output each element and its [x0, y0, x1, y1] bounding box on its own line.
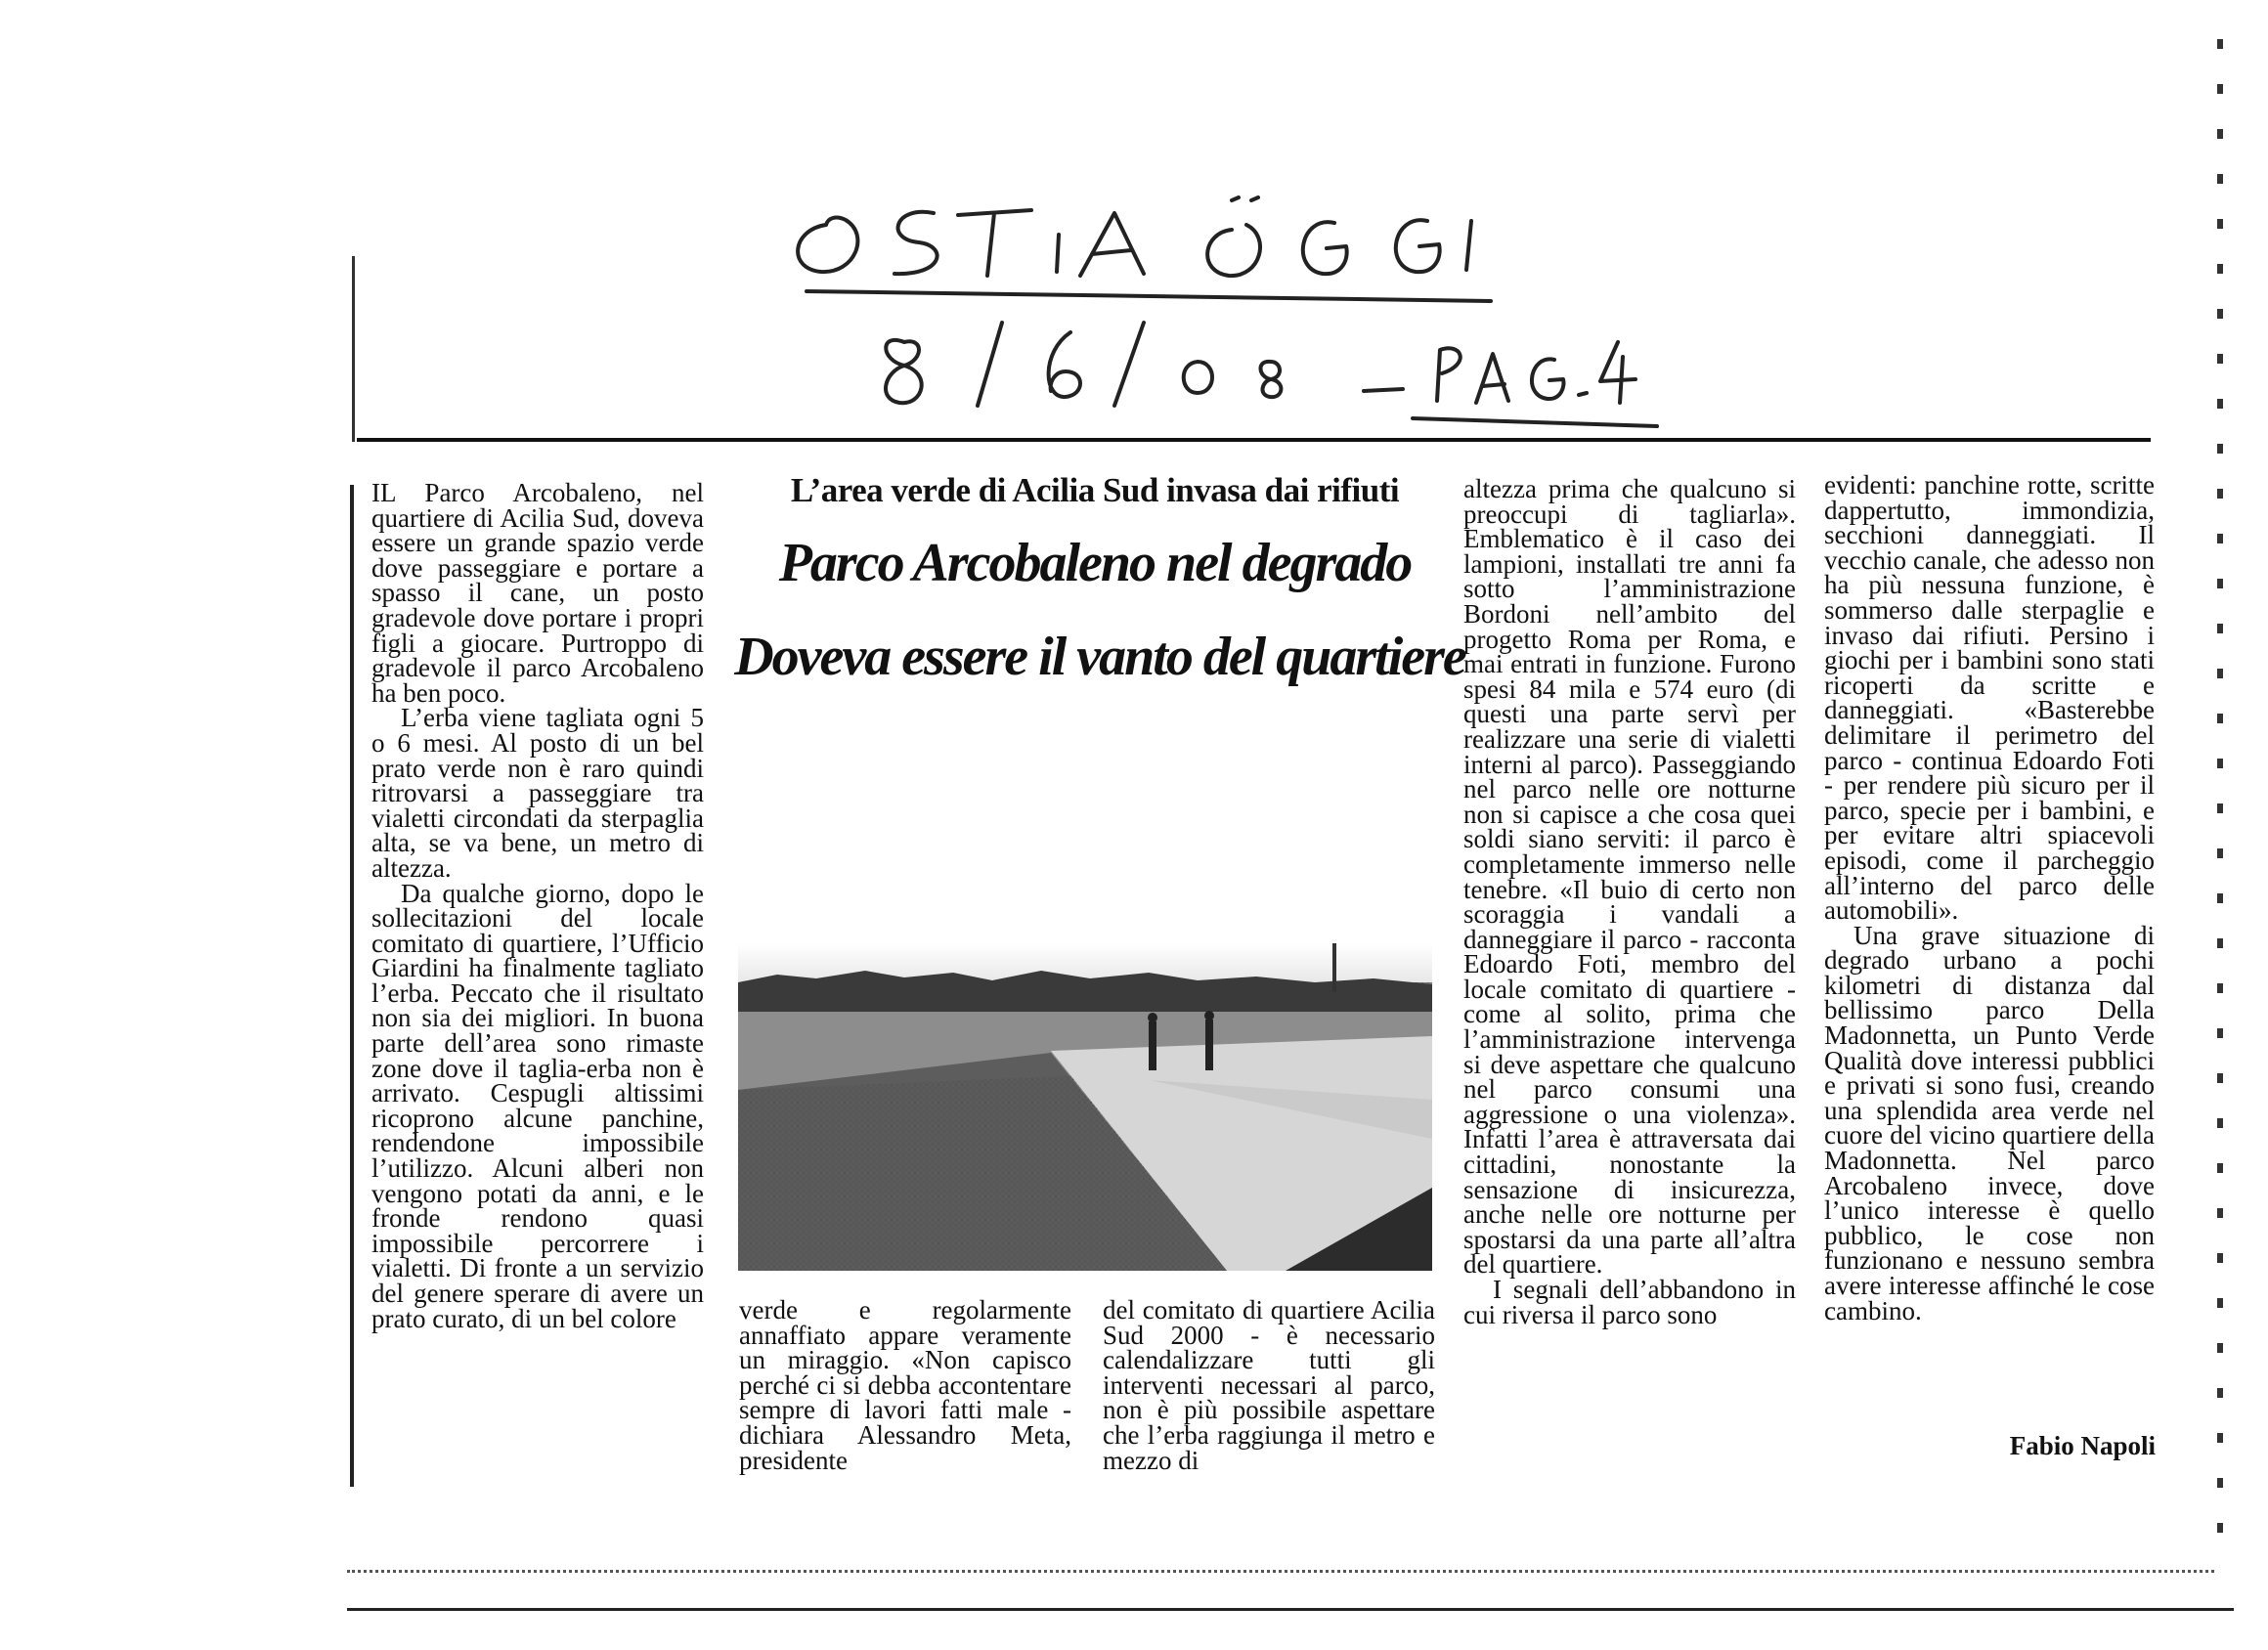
scan-right-edge-marks [2217, 39, 2223, 1554]
article-kicker: L’area verde di Acilia Sud invasa dai rifiuti [790, 471, 1400, 509]
park-photo [738, 943, 1432, 1271]
paragraph: IL Parco Arcobaleno, nel quartiere di Acilia Sud, doveva essere un grande spazio verde dove passeggiare e portare a spasso il cane, un posto gradevole dove portare i propri figli a giocare. Purtroppo di gradevole il parco Arcobaleno ha ben poco. [371, 478, 704, 708]
clipping-border-left [350, 485, 354, 1487]
article-column-1 [371, 478, 704, 1333]
paragraph: Una grave situazione di degrado urbano a pochi kilometri di distanza dal bellissimo parco Della Madonnetta, un Punto Verde Qualità dove interessi pubblici e privati si sono fusi, creando una splendida area verde nel cuore del vicino quartiere della Madonnetta. Nel parco Arcobaleno invece, dove l’unico interesse è quello pubblico, le cose non funzionano e nessuno sembra avere interesse affinché le cose cambino. [1824, 920, 2155, 1325]
handwritten-source-annotation [787, 186, 1667, 450]
paragraph: evidenti: panchine rotte, scritte dappertutto, immondizia, secchioni danneggiati. Il vecchio canale, che adesso non ha più nessuna funzione, è sommerso dalle sterpaglie e invaso dai rifiuti. Persino i giochi per i bambini sono stati ricoperti da scritte e danneggiati. «Basterebbe delimitare il perimetro del parco - continua Edoardo Foti - per rendere più sicuro per il parco, specie per i bambini, e per evitare altri spiacevoli episodi, come il parcheggio all’interno del parco delle automobili». [1824, 470, 2155, 926]
article-byline: Fabio Napoli [2009, 1431, 2156, 1460]
clipping-border-left-upper [352, 256, 355, 442]
paragraph: verde e regolarmente annaffiato appare veramente un miraggio. «Non capisco perché ci si debba accontentare sempre di lavori fatti male - dichiara Alessandro Meta, presidente [739, 1295, 1071, 1475]
paragraph: L’erba viene tagliata ogni 5 o 6 mesi. Al posto di un bel prato verde non è raro quindi ritrovarsi a passeggiare tra vialetti circondati da sterpaglia alta, se va bene, un metro di altezza. [371, 703, 704, 883]
paragraph: Da qualche giorno, dopo le sollecitazioni del locale comitato di quartiere, l’Ufficio Giardini ha finalmente tagliato l’erba. Peccato che il risultato non sia dei migliori. In buona parte dell’area sono rimaste zone dove il taglia-erba non è arrivato. Cespugli altissimi ricoprono alcune panchine, rendendone impossibile l’utilizzo. Alcuni alberi non vengono potati da anni, e le fronde rendono quasi impossibile percorrere i vialetti. Di fronte a un servizio del genere sperare di avere un prato curato, di un bel colore [371, 878, 704, 1333]
article-column-5 [1824, 470, 2155, 1325]
paragraph: del comitato di quartiere Acilia Sud 2000 - è necessario calendalizzare tutti gli interventi necessari al parco, non è più possibile aspettare che l’erba raggiunga il metro e mezzo di [1103, 1295, 1435, 1475]
article-subheadline: Doveva essere il vanto del quartiere [734, 627, 1465, 687]
article-headline: Parco Arcobaleno nel degrado [778, 533, 1412, 593]
clipping-bottom-edge [347, 1608, 2234, 1611]
paragraph: I segnali dell’abbandono in cui riversa il parco sono [1463, 1275, 1796, 1329]
paragraph: altezza prima che qualcuno si preoccupi di tagliarla». Emblematico è il caso dei lampioni, installati tre anni fa sotto l’amministrazione Bordoni nell’ambito del progetto Roma per Roma, e mai entrati in funzione. Furono spesi 84 mila e 574 euro (di questi una parte servì per realizzare una serie di vialetti interni al parco). Passeggiando nel parco nelle ore notturne non si capisce a che cosa quei soldi siano serviti: il parco è completamente immerso nelle tenebre. «Il buio di certo non scoraggia i vandali a danneggiare il parco - racconta Edoardo Foti, membro del locale comitato di quartiere - come al solito, prima che l’amministrazione intervenga si deve aspettare che qualcuno nel parco consumi una aggressione o una violenza». Infatti l’area è attraversata dai cittadini, nonostante la sensazione di insicurezza, anche nelle ore notturne per spostarsi da una parte all’altra del quartiere. [1463, 474, 1796, 1280]
article-column-3 [1103, 1295, 1435, 1475]
clipping-bottom-dotted-edge [347, 1570, 2214, 1573]
article-column-4 [1463, 474, 1796, 1329]
article-column-2 [739, 1295, 1071, 1475]
